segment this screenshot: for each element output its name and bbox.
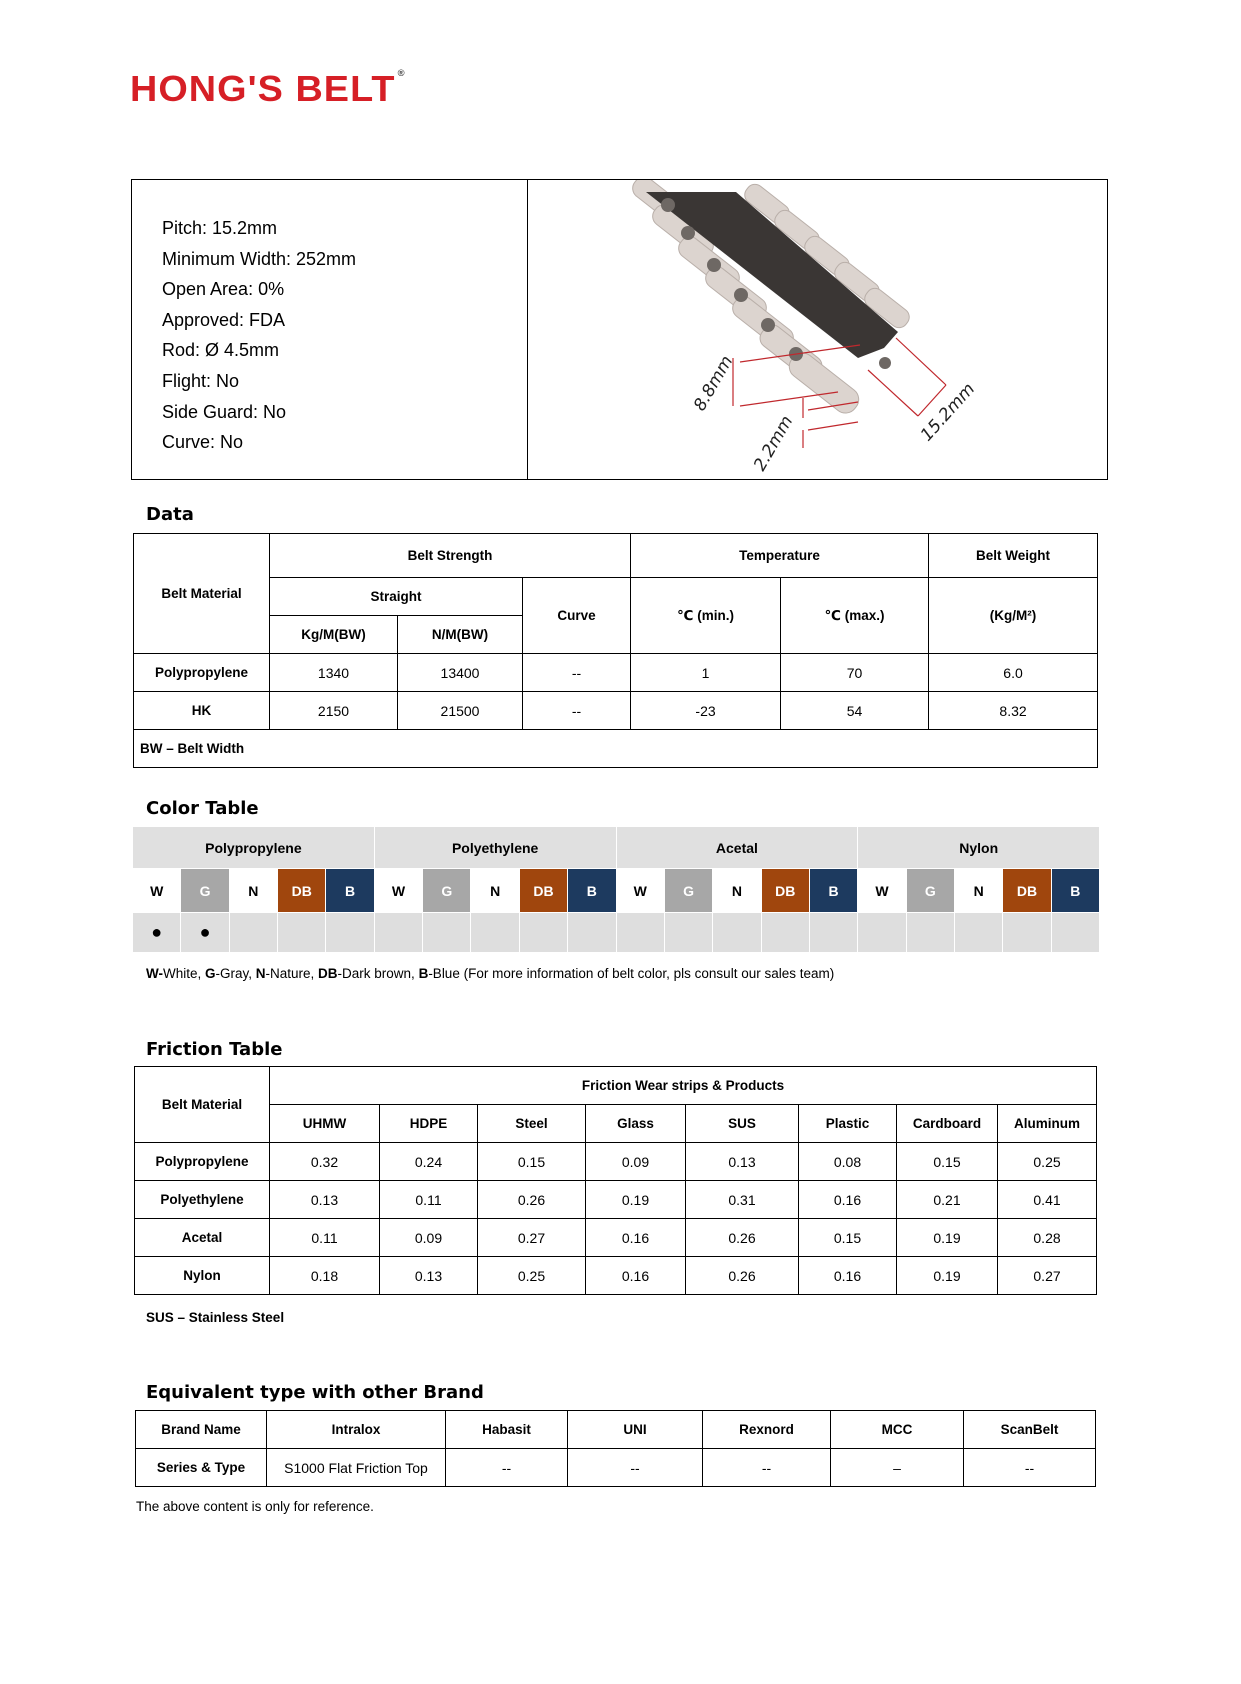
friction-cell: 0.27 <box>998 1257 1097 1295</box>
brand-scanbelt: ScanBelt <box>964 1411 1096 1449</box>
code-white: W <box>616 869 664 913</box>
h-nm: N/M(BW) <box>398 616 523 654</box>
col-uhmw: UHMW <box>270 1105 380 1143</box>
table-row <box>134 692 1098 730</box>
type-uni: -- <box>568 1449 703 1487</box>
availability-cell <box>519 913 567 953</box>
table-row <box>135 1219 1097 1257</box>
friction-cell: 0.16 <box>586 1219 686 1257</box>
friction-cell: 0.11 <box>380 1181 478 1219</box>
table-row <box>135 1257 1097 1295</box>
spec-box <box>131 179 1108 480</box>
code-nature: N <box>471 869 519 913</box>
belt-knuckles <box>629 180 913 418</box>
spec-curve: Curve: No <box>162 432 244 453</box>
availability-cell <box>374 913 422 953</box>
friction-cell: 0.31 <box>686 1181 799 1219</box>
code-white: W <box>374 869 422 913</box>
col-steel: Steel <box>478 1105 586 1143</box>
brand-habasit: Habasit <box>446 1411 568 1449</box>
code-gray: G <box>906 869 954 913</box>
col-aluminum: Aluminum <box>998 1105 1097 1143</box>
color-group-polypropylene: Polypropylene <box>133 827 375 869</box>
col-plastic: Plastic <box>799 1105 897 1143</box>
spec-rod: Rod: Ø 4.5mm <box>162 340 280 361</box>
disclaimer: The above content is only for reference. <box>136 1499 374 1514</box>
col-glass: Glass <box>586 1105 686 1143</box>
availability-cell <box>713 913 761 953</box>
cell-curve: -- <box>523 692 631 730</box>
friction-cell: 0.13 <box>686 1143 799 1181</box>
spec-list <box>162 213 356 458</box>
code-dark-brown: DB <box>1003 869 1051 913</box>
friction-cell: 0.26 <box>478 1181 586 1219</box>
friction-cell: 0.15 <box>897 1143 998 1181</box>
code-gray: G <box>423 869 471 913</box>
col-hdpe: HDPE <box>380 1105 478 1143</box>
belt-illustration <box>528 180 1108 480</box>
brand-rexnord: Rexnord <box>703 1411 831 1449</box>
h-friction-material: Belt Material <box>135 1067 270 1143</box>
friction-cell: 0.19 <box>586 1181 686 1219</box>
legend-db-text: -Dark brown, <box>337 966 419 981</box>
h-belt-material: Belt Material <box>134 534 270 654</box>
friction-cell: 0.16 <box>799 1257 897 1295</box>
code-blue: B <box>1051 869 1099 913</box>
friction-cell: 0.24 <box>380 1143 478 1181</box>
legend-g-text: -Gray, <box>215 966 256 981</box>
availability-cell <box>326 913 374 953</box>
friction-table <box>134 1066 1097 1295</box>
code-nature: N <box>713 869 761 913</box>
row-material: Polypropylene <box>135 1143 270 1181</box>
friction-cell: 0.19 <box>897 1219 998 1257</box>
type-scanbelt: -- <box>964 1449 1096 1487</box>
legend-db: DB <box>318 966 338 981</box>
legend-n: N <box>255 966 266 981</box>
h-belt-weight: Belt Weight <box>929 534 1098 578</box>
friction-cell: 0.15 <box>478 1143 586 1181</box>
type-mcc: – <box>831 1449 964 1487</box>
friction-cell: 0.13 <box>270 1181 380 1219</box>
row-material: Polyethylene <box>135 1181 270 1219</box>
row-material: Polypropylene <box>134 654 270 692</box>
cell-tmax: 70 <box>781 654 929 692</box>
availability-cell <box>664 913 712 953</box>
type-rexnord: -- <box>703 1449 831 1487</box>
code-dark-brown: DB <box>278 869 326 913</box>
series-type-label: Series & Type <box>136 1449 267 1487</box>
friction-cell: 0.16 <box>799 1181 897 1219</box>
cell-kg: 2150 <box>270 692 398 730</box>
availability-cell <box>568 913 616 953</box>
cell-nm: 13400 <box>398 654 523 692</box>
equivalent-table <box>135 1410 1096 1487</box>
spec-min-width: Minimum Width: 252mm <box>162 248 357 269</box>
availability-cell <box>858 913 906 953</box>
brand-mcc: MCC <box>831 1411 964 1449</box>
col-sus: SUS <box>686 1105 799 1143</box>
friction-cell: 0.18 <box>270 1257 380 1295</box>
friction-cell: 0.09 <box>586 1143 686 1181</box>
friction-cell: 0.08 <box>799 1143 897 1181</box>
availability-cell <box>278 913 326 953</box>
cell-nm: 21500 <box>398 692 523 730</box>
brand-name-label: Brand Name <box>136 1411 267 1449</box>
code-nature: N <box>954 869 1002 913</box>
brand-uni: UNI <box>568 1411 703 1449</box>
data-section-title: Data <box>146 504 194 525</box>
code-blue: B <box>326 869 374 913</box>
h-straight: Straight <box>270 578 523 616</box>
friction-cell: 0.28 <box>998 1219 1097 1257</box>
availability-cell <box>761 913 809 953</box>
data-footnote: BW – Belt Width <box>134 730 1098 768</box>
availability-cell <box>1051 913 1099 953</box>
h-weight-unit: (Kg/M²) <box>929 578 1098 654</box>
cell-tmin: -23 <box>631 692 781 730</box>
friction-cell: 0.09 <box>380 1219 478 1257</box>
legend-b: B <box>418 966 429 981</box>
friction-cell: 0.16 <box>586 1257 686 1295</box>
code-dark-brown: DB <box>519 869 567 913</box>
dim-gap-label: 2.2mm <box>750 412 798 475</box>
spec-pitch: Pitch: 15.2mm <box>162 218 278 238</box>
h-temperature: Temperature <box>631 534 929 578</box>
cell-tmax: 54 <box>781 692 929 730</box>
spec-open-area: Open Area: 0% <box>162 279 285 300</box>
friction-cell: 0.21 <box>897 1181 998 1219</box>
row-material: Nylon <box>135 1257 270 1295</box>
availability-cell <box>906 913 954 953</box>
availability-cell <box>229 913 277 953</box>
color-group-polyethylene: Polyethylene <box>374 827 616 869</box>
availability-cell <box>1003 913 1051 953</box>
h-temp-max: ℃ (max.) <box>781 578 929 654</box>
code-blue: B <box>809 869 857 913</box>
row-material: Acetal <box>135 1219 270 1257</box>
code-gray: G <box>664 869 712 913</box>
spec-approved: Approved: FDA <box>162 309 286 330</box>
availability-cell <box>423 913 471 953</box>
legend-w: W- <box>146 966 163 981</box>
row-material: HK <box>134 692 270 730</box>
dim-height-label: 8.8mm <box>690 352 738 415</box>
cell-weight: 6.0 <box>929 654 1098 692</box>
spec-flight: Flight: No <box>162 370 240 391</box>
registered-mark: ® <box>397 68 406 78</box>
spec-side-guard: Side Guard: No <box>162 401 287 422</box>
legend-b-text: -Blue (For more information of belt color, pls consult our sales team) <box>428 966 835 981</box>
dim-pitch-label: 15.2mm <box>916 379 980 446</box>
friction-cell: 0.19 <box>897 1257 998 1295</box>
friction-footnote: SUS – Stainless Steel <box>146 1310 285 1325</box>
h-kg: Kg/M(BW) <box>270 616 398 654</box>
friction-cell: 0.27 <box>478 1219 586 1257</box>
type-intralox: S1000 Flat Friction Top <box>267 1449 446 1487</box>
col-cardboard: Cardboard <box>897 1105 998 1143</box>
friction-cell: 0.26 <box>686 1257 799 1295</box>
logo-text: HONG'S BELT <box>130 68 396 109</box>
color-group-acetal: Acetal <box>616 827 858 869</box>
table-row <box>135 1143 1097 1181</box>
equivalent-section-title: Equivalent type with other Brand <box>146 1382 484 1403</box>
availability-dot: ● <box>133 913 181 953</box>
h-temp-min: ℃ (min.) <box>631 578 781 654</box>
friction-cell: 0.26 <box>686 1219 799 1257</box>
h-belt-strength: Belt Strength <box>270 534 631 578</box>
friction-cell: 0.25 <box>998 1143 1097 1181</box>
h-curve: Curve <box>523 578 631 654</box>
brand-logo <box>130 68 406 110</box>
availability-cell <box>471 913 519 953</box>
availability-dot: ● <box>181 913 229 953</box>
color-table <box>132 826 1100 953</box>
table-row <box>134 654 1098 692</box>
cell-curve: -- <box>523 654 631 692</box>
cell-kg: 1340 <box>270 654 398 692</box>
availability-cell <box>616 913 664 953</box>
color-section-title: Color Table <box>146 798 259 819</box>
availability-cell <box>954 913 1002 953</box>
code-white: W <box>858 869 906 913</box>
code-white: W <box>133 869 181 913</box>
friction-cell: 0.41 <box>998 1181 1097 1219</box>
legend-w-text: White, <box>162 966 205 981</box>
code-blue: B <box>568 869 616 913</box>
color-group-nylon: Nylon <box>858 827 1100 869</box>
legend-n-text: -Nature, <box>265 966 319 981</box>
friction-cell: 0.15 <box>799 1219 897 1257</box>
h-friction-group: Friction Wear strips & Products <box>270 1067 1097 1105</box>
data-table <box>133 533 1098 768</box>
friction-cell: 0.11 <box>270 1219 380 1257</box>
cell-tmin: 1 <box>631 654 781 692</box>
table-row <box>135 1181 1097 1219</box>
cell-weight: 8.32 <box>929 692 1098 730</box>
friction-cell: 0.13 <box>380 1257 478 1295</box>
friction-cell: 0.32 <box>270 1143 380 1181</box>
legend-g: G <box>204 966 216 981</box>
brand-intralox: Intralox <box>267 1411 446 1449</box>
color-legend <box>146 966 834 981</box>
friction-section-title: Friction Table <box>146 1039 283 1060</box>
code-gray: G <box>181 869 229 913</box>
friction-cell: 0.25 <box>478 1257 586 1295</box>
code-nature: N <box>229 869 277 913</box>
type-habasit: -- <box>446 1449 568 1487</box>
availability-cell <box>809 913 857 953</box>
code-dark-brown: DB <box>761 869 809 913</box>
